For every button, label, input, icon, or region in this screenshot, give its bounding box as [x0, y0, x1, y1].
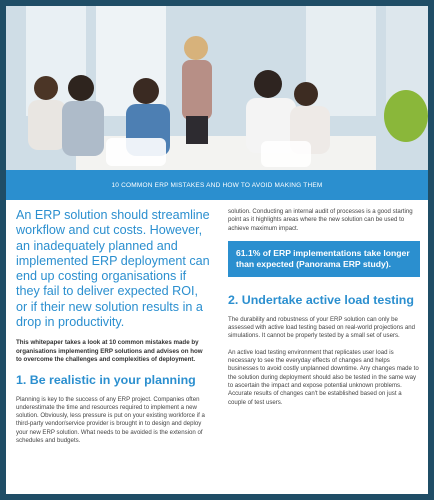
caption-text: 10 COMMON ERP MISTAKES AND HOW TO AVOID MAKING THEM [111, 181, 323, 189]
hero-photo [6, 6, 428, 170]
left-column [16, 208, 210, 453]
caption-bar [6, 170, 428, 200]
heading-1: 1. Be realistic in your planning [16, 372, 196, 387]
right-column [228, 208, 420, 415]
office-meeting-photo [6, 6, 428, 170]
lead-paragraph: An ERP solution should streamline workflow and cut costs. However, an inadequately planned and implemented ERP deployment can end up costing organisations if they fail to deliver expected ROI, or if their new solution results in a drop in productivity. [16, 208, 210, 330]
heading-2: 2. Undertake active load testing [228, 292, 414, 307]
stat-callout: 61.1% of ERP implementations take longer than expected (Panorama ERP study). [228, 241, 420, 277]
paragraph-0: solution. Conducting an internal audit of processes is a good starting point as it highlights areas where the new solution can be used to achieve maximum impact. [228, 208, 413, 232]
paragraph-2a: The durability and robustness of your ERP solution can only be assessed with active load testing based on real-world projections and simulations. It cannot be properly tested by a small set of users. [228, 315, 415, 340]
intro-paragraph: This whitepaper takes a look at 10 common mistakes made by organisations implementing ERP solutions and advises on how to overcome the challenges and complexities of deployment. [16, 339, 203, 364]
paragraph-2b: An active load testing environment that replicates user load is necessary to see the everyday effects of changes and helps businesses to avoid costly unplanned downtime. Any changes made to the solution during deployment should also be tested in the same way to ascertain the impact and expose potential unknown problems. Accurate results of changes can't be established based on just a couple of test users. [228, 348, 419, 406]
whitepaper-page [6, 6, 428, 494]
paragraph-1: Planning is key to the success of any ERP project. Companies often underestimate the time and resources required to implement a new solution. Obviously, less pressure is put on your existing workforce if a third-party vendor/service provider is brought in to design and deploy your new ERP solution. What needs to be avoided is the extension of schedules and budgets. [16, 395, 205, 445]
